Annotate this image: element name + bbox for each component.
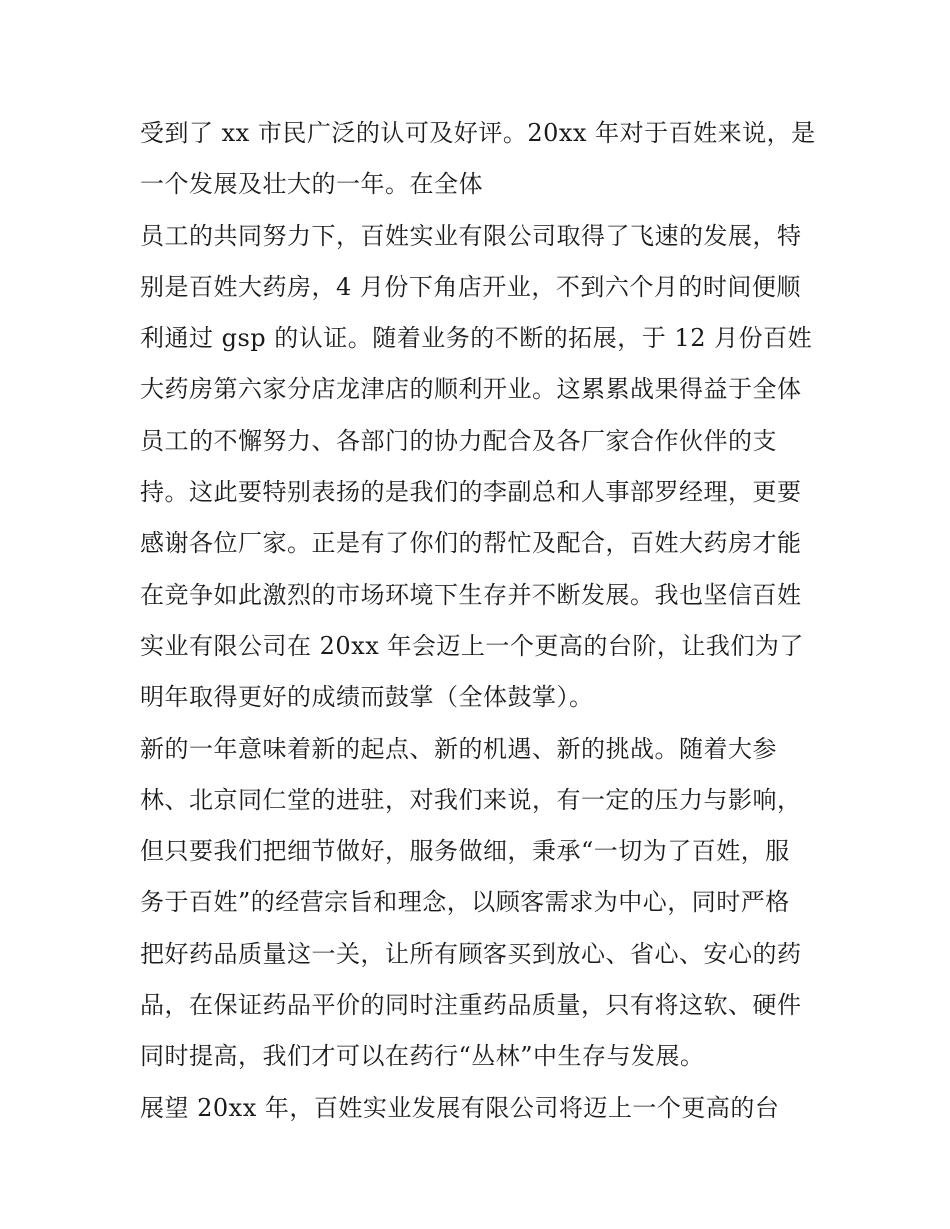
text-line: 员工的共同努力下，百姓实业有限公司取得了飞速的发展，特 xyxy=(140,221,802,250)
text-line: 实业有限公司在 20xx 年会迈上一个更高的台阶，让我们为了 xyxy=(140,631,804,660)
text-line: 大药房第六家分店龙津店的顺利开业。这累累战果得益于全体 xyxy=(140,375,802,404)
text-line: 别是百姓大药房，4 月份下角店开业，不到六个月的时间便顺 xyxy=(140,272,801,301)
text-line: 新的一年意味着新的起点、新的机遇、新的挑战。随着大参 xyxy=(140,734,777,763)
text-line: 务于百姓”的经营宗旨和理念，以顾客需求为中心，同时严格 xyxy=(140,888,790,917)
text-line: 在竞争如此激烈的市场环境下生存并不断发展。我也坚信百姓 xyxy=(140,580,802,609)
text-line: 一个发展及壮大的一年。在全体 xyxy=(140,170,483,199)
text-line: 持。这此要特别表扬的是我们的李副总和人事部罗经理，更要 xyxy=(140,478,802,507)
body-text xyxy=(140,108,830,1134)
text-line: 同时提高，我们才可以在药行“丛林”中生存与发展。 xyxy=(140,1042,705,1071)
text-line: 林、北京同仁堂的进驻，对我们来说，有一定的压力与影响， xyxy=(140,785,802,814)
text-line: 把好药品质量这一关，让所有顾客买到放心、省心、安心的药 xyxy=(140,939,802,968)
text-line: 品，在保证药品平价的同时注重药品质量，只有将这软、硬件 xyxy=(140,991,802,1020)
text-line: 感谢各位厂家。正是有了你们的帮忙及配合，百姓大药房才能 xyxy=(140,529,802,558)
text-line: 明年取得更好的成绩而鼓掌（全体鼓掌）。 xyxy=(140,683,594,712)
text-line: 利通过 gsp 的认证。随着业务的不断的拓展，于 12 月份百姓 xyxy=(140,324,813,353)
text-line: 展望 20xx 年，百姓实业发展有限公司将迈上一个更高的台 xyxy=(140,1093,780,1122)
text-line: 但只要我们把细节做好，服务做细，秉承“一切为了百姓，服 xyxy=(140,837,790,866)
text-line: 受到了 xx 市民广泛的认可及好评。20xx 年对于百姓来说，是 xyxy=(140,119,816,147)
text-line: 员工的不懈努力、各部门的协力配合及各厂家合作伙伴的支 xyxy=(140,426,777,455)
